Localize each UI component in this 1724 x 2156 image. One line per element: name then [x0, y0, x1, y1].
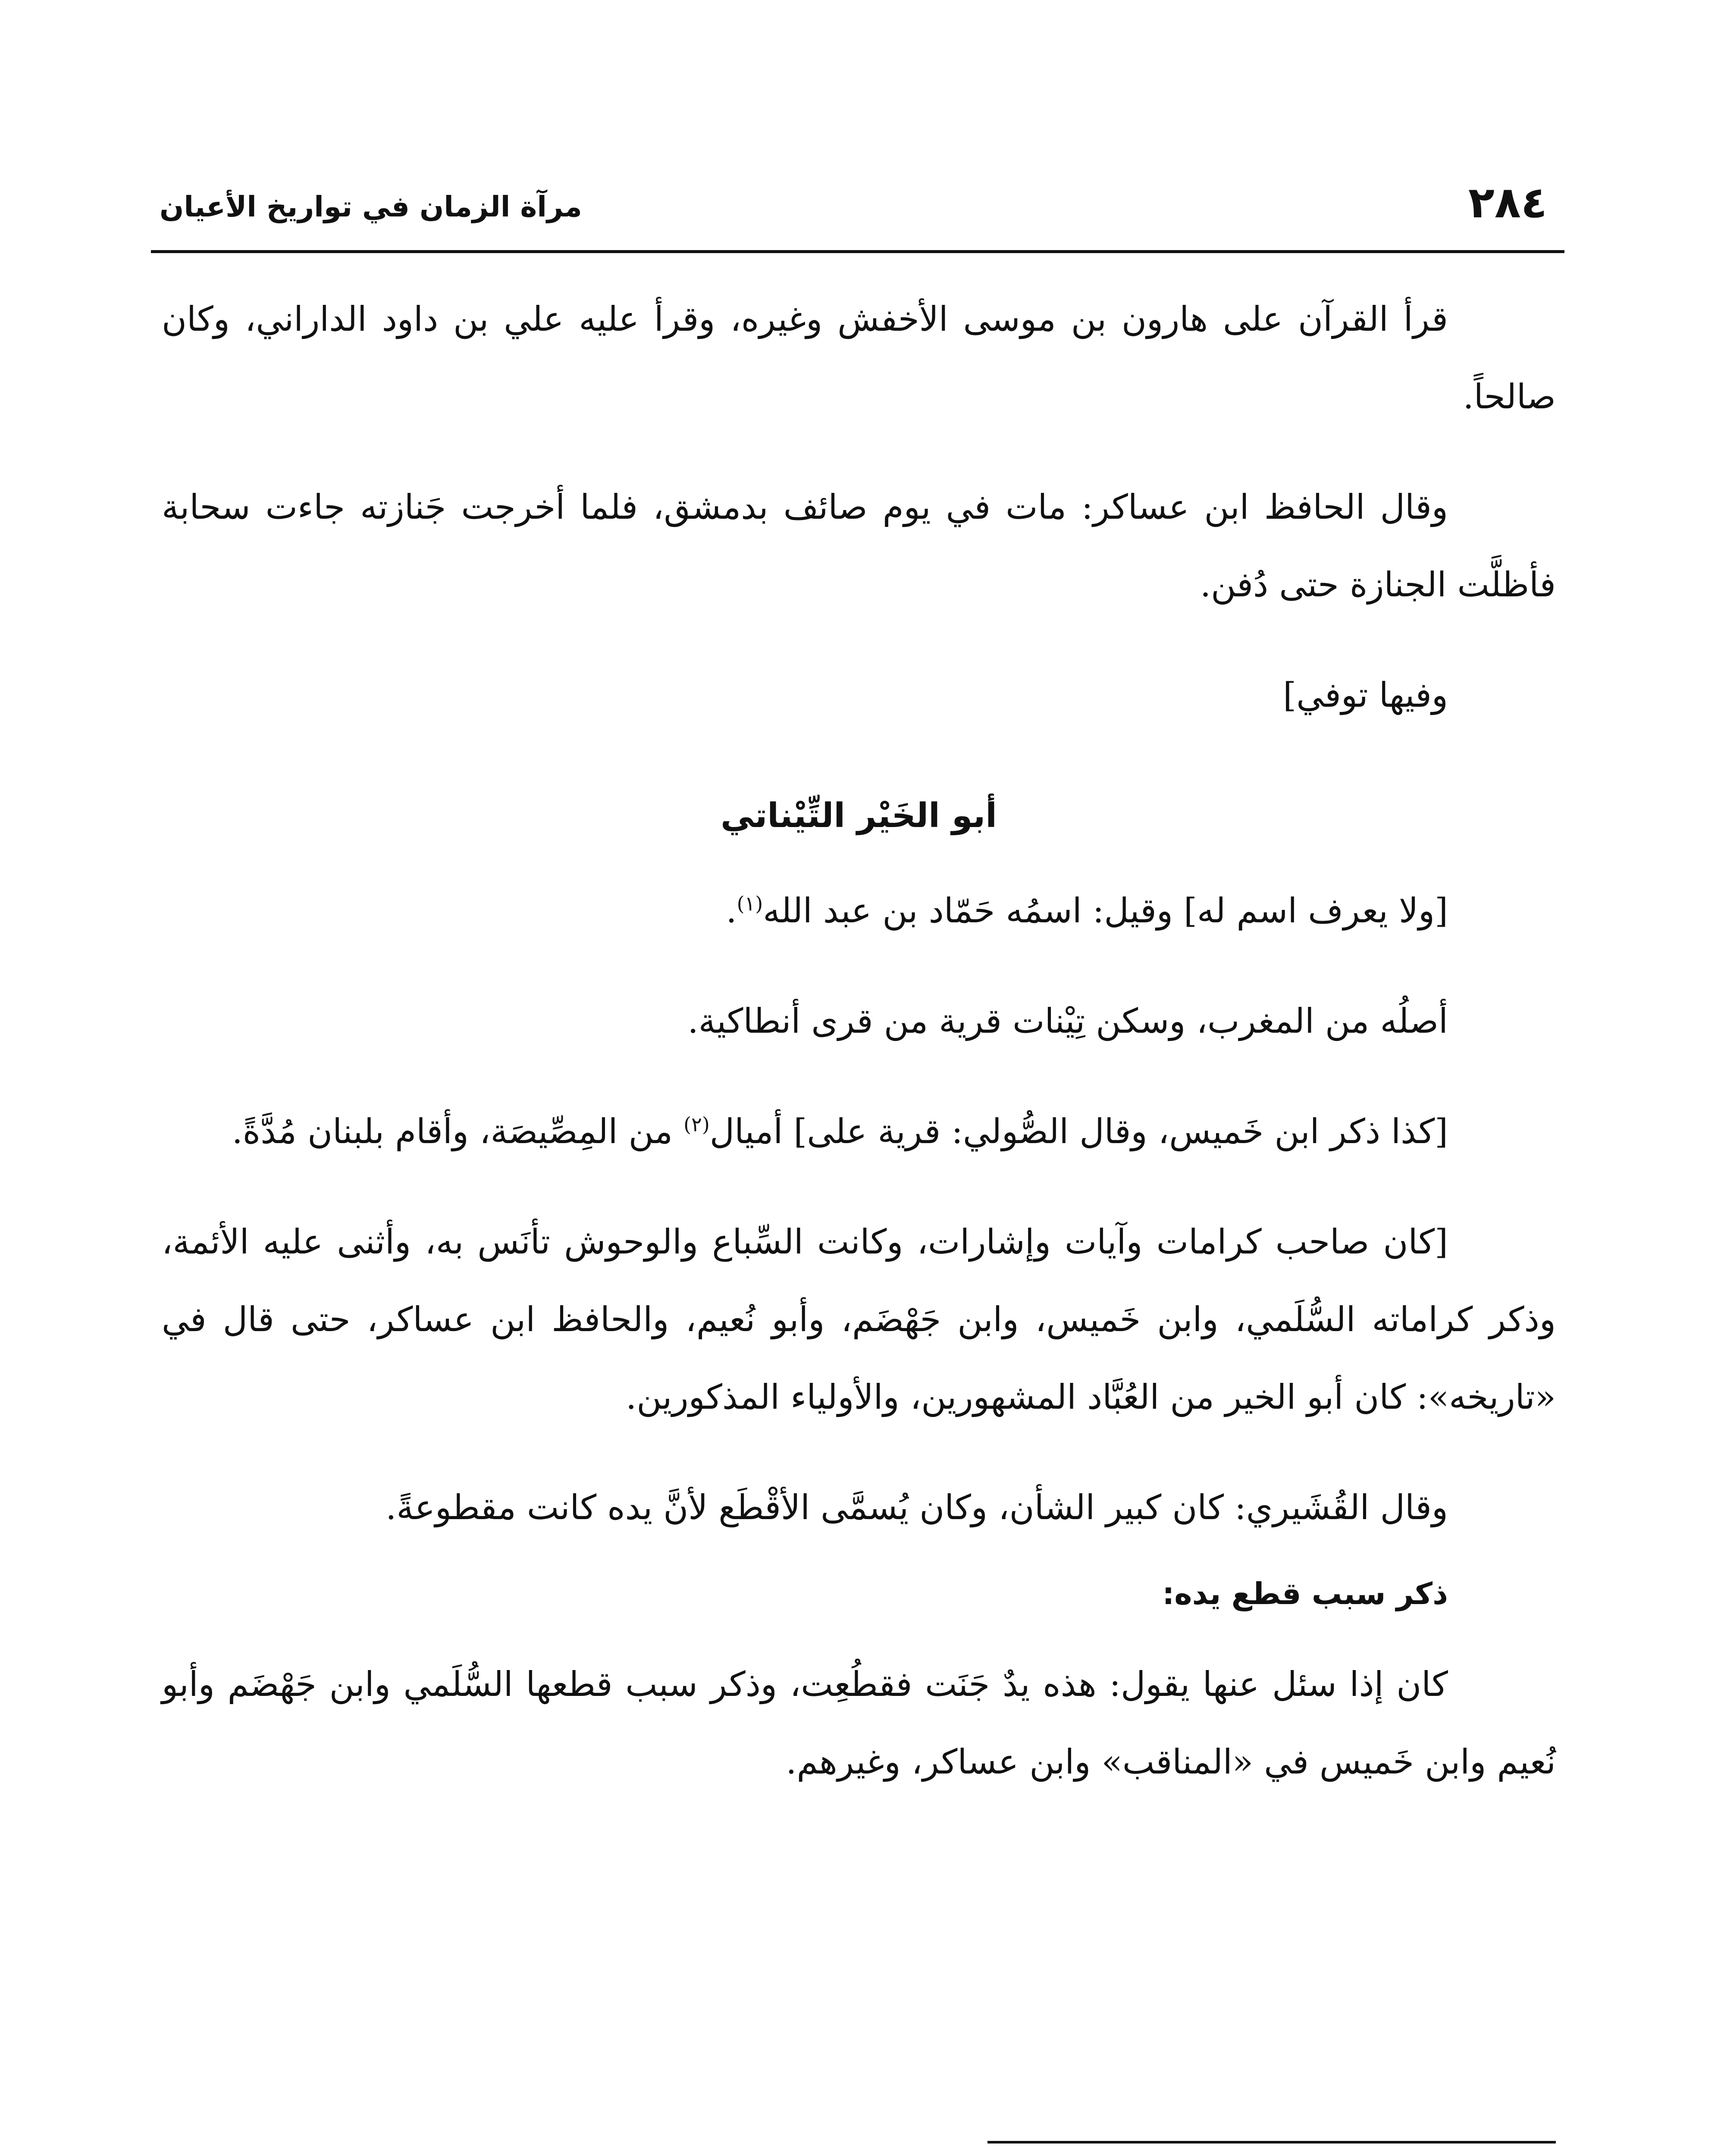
paragraph: وقال الحافظ ابن عساكر: مات في يوم صائف بدمشق، فلما أخرجت جَنازته جاءت سحابة فأظلَّت الجنازة حتى دُفن.	[162, 487, 1556, 605]
paragraph-text: [كذا ذكر ابن خَميس، وقال الصُّولي: قرية على] أميال	[709, 1112, 1448, 1151]
paragraph-text: .	[726, 891, 737, 931]
running-title: مرآة الزمان في تواريخ الأعيان	[160, 190, 582, 223]
paragraph: أصلُه من المغرب، وسكن تِيْنات قرية من قرى أنطاكية.	[687, 1001, 1448, 1041]
footnote-ref: (٢)	[683, 1112, 710, 1136]
paragraph: وفيها توفي]	[1283, 675, 1448, 715]
paragraph-text: [ولا يعرف اسم له] وقيل: اسمُه حَمّاد بن عبد الله	[763, 891, 1448, 931]
paragraph: وقال القُشَيري: كان كبير الشأن، وكان يُسمَّى الأقْطَع لأنَّ يده كانت مقطوعةً.	[386, 1488, 1448, 1527]
footnote-ref: (١)	[737, 892, 763, 915]
paragraph: قرأ القرآن على هارون بن موسى الأخفش وغيره، وقرأ عليه علي بن داود الداراني، وكان صالحاً.	[162, 299, 1556, 417]
section-heading: أبو الخَيْر التِّيْناتي	[721, 796, 997, 835]
page-number: ٢٨٤	[1468, 177, 1547, 228]
main-text	[162, 280, 1556, 1833]
page-header	[151, 151, 1564, 253]
paragraph	[162, 1093, 1556, 1170]
paragraph: كان إذا سئل عنها يقول: هذه يدٌ جَنَت فقطُعِت، وذكر سبب قطعها السُّلَمي وابن جَهْضَم وأبو نُعيم وابن خَميس في «المناقب» وابن عساكر، وغيرهم.	[162, 1664, 1556, 1782]
paragraph-text: من المِصِّيصَة، وأقام بلبنان مُدَّةً.	[232, 1112, 684, 1151]
paragraph: [كان صاحب كرامات وآيات وإشارات، وكانت السِّباع والوحوش تأنَس به، وأثنى عليه الأئمة، وذكر كراماته السُّلَمي، وابن خَميس، وابن جَهْضَم، وأبو نُعيم، والحافظ ابن عساكر، حتى قال في «تاريخه»: كان أبو الخير من العُبَّاد المشهورين، والأولياء المذكورين.	[162, 1222, 1556, 1417]
paragraph	[162, 872, 1556, 950]
sub-heading: ذكر سبب قطع يده:	[1162, 1576, 1448, 1611]
footnote-divider	[987, 2141, 1556, 2143]
